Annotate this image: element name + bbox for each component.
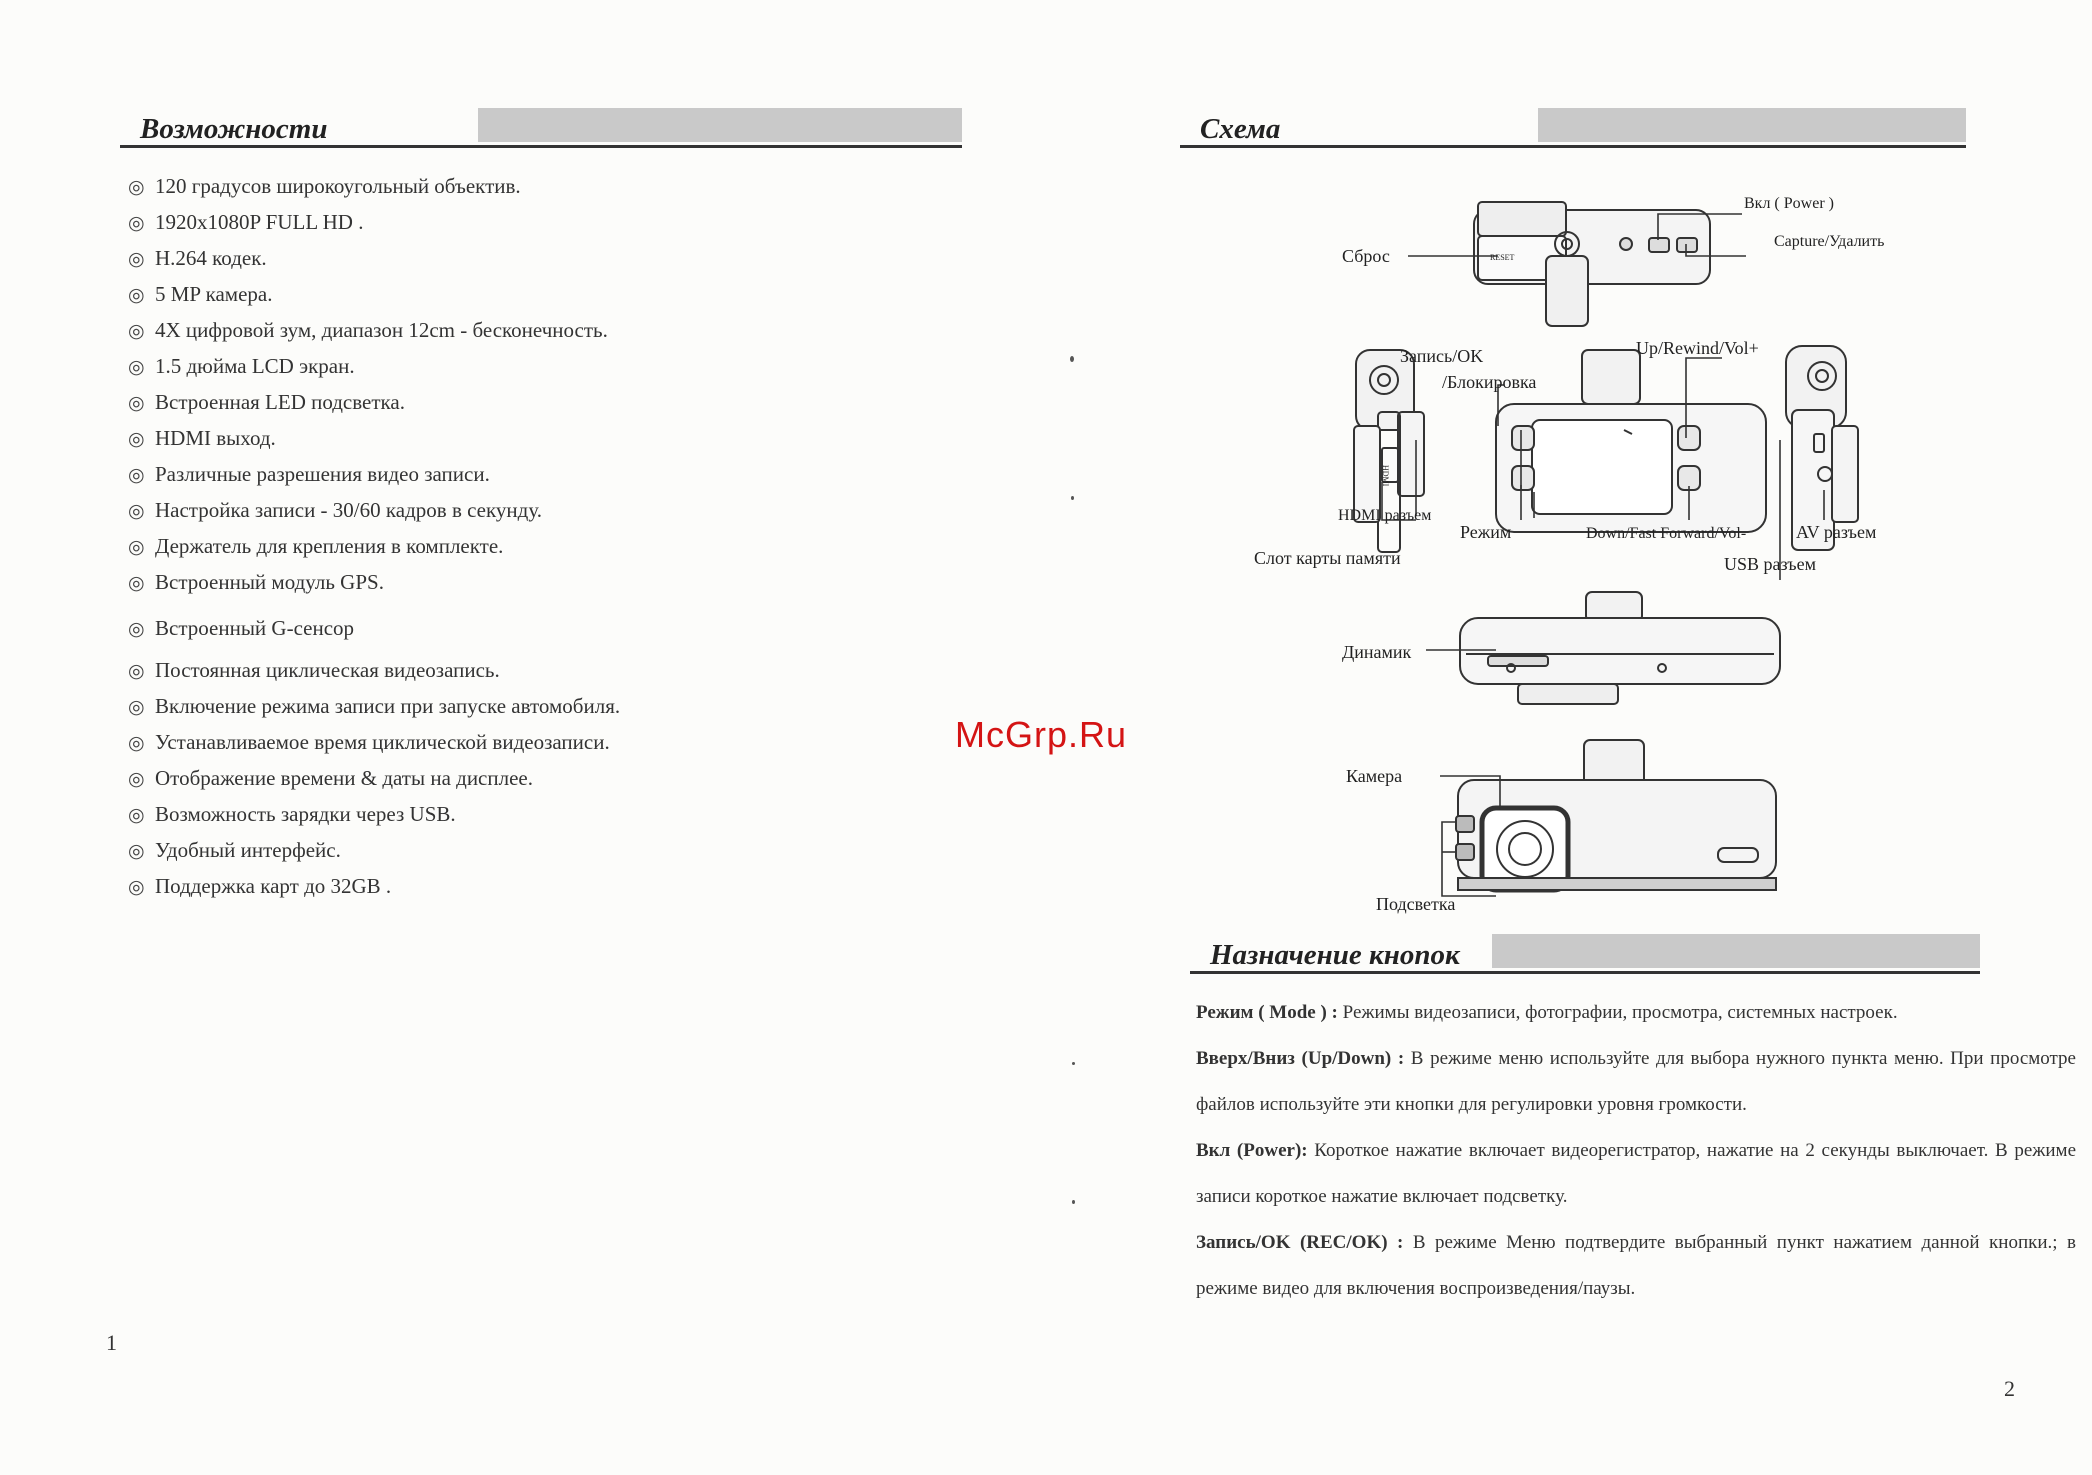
feature-text: Встроенный G-сенсор [155, 616, 355, 640]
back-view [1496, 350, 1766, 532]
feature-item [128, 492, 620, 528]
feature-text: Включение режима записи при запуске автомобиля. [155, 694, 621, 718]
feature-text: Настройка записи - 30/60 кадров в секунду. [155, 498, 542, 522]
feature-text: Постоянная циклическая видеозапись. [155, 658, 500, 682]
feature-item [128, 688, 620, 724]
button-description [1196, 1128, 2076, 1220]
feature-item [128, 312, 620, 348]
feature-text: Устанавливаемое время циклической видеозаписи. [155, 730, 610, 754]
feature-text: H.264 кодек. [155, 246, 267, 270]
button-description [1196, 990, 2076, 1036]
page-number-right: 2 [2004, 1376, 2015, 1401]
print-speck [1071, 496, 1074, 500]
watermark: McGrp.Ru [955, 714, 1128, 755]
print-speck [1072, 1062, 1075, 1065]
bullet-icon: ◎ [128, 393, 145, 414]
bullet-icon: ◎ [128, 285, 145, 306]
feature-item [128, 724, 620, 760]
feature-text: Встроенный модуль GPS. [155, 570, 384, 594]
bullet-icon: ◎ [128, 697, 145, 718]
button-term: Вверх/Вниз (Up/Down) : [1196, 1048, 1405, 1069]
button-term: Запись/OK (REC/OK) : [1196, 1232, 1404, 1253]
label-usb: USB разъем [1724, 554, 1816, 574]
scheme-heading [1180, 108, 1966, 148]
feature-item [128, 868, 620, 904]
feature-text: 1920x1080P FULL HD . [155, 210, 364, 234]
features-heading [120, 108, 962, 148]
label-card-slot: Слот карты памяти [1254, 548, 1401, 568]
feature-text: 5 MP камера. [155, 282, 273, 306]
right-page [1046, 0, 2092, 1475]
hdmi-tag: HDMI [1381, 465, 1390, 487]
top-view [1474, 202, 1710, 326]
print-speck [1072, 1200, 1075, 1204]
right-side-view [1786, 346, 1858, 550]
feature-text: Отображение времени & даты на дисплее. [155, 766, 533, 790]
feature-text: Удобный интерфейс. [155, 838, 341, 862]
feature-item [128, 204, 620, 240]
bullet-icon: ◎ [128, 537, 145, 558]
buttons-title: Назначение кнопок [1210, 939, 1460, 971]
heading-bar [1492, 934, 1980, 968]
label-av: AV разъем [1796, 522, 1877, 542]
bullet-icon: ◎ [128, 573, 145, 594]
feature-item [128, 564, 620, 600]
feature-item [128, 168, 620, 204]
feature-text: Различные разрешения видео записи. [155, 462, 490, 486]
feature-item [128, 420, 620, 456]
feature-text: Поддержка карт до 32GB . [155, 874, 392, 898]
bottom-view [1460, 592, 1780, 704]
feature-item [128, 348, 620, 384]
feature-text: HDMI выход. [155, 426, 276, 450]
feature-text: Встроенная LED подсветка. [155, 390, 406, 414]
button-description [1196, 1220, 2076, 1312]
bullet-icon: ◎ [128, 177, 145, 198]
bullet-icon: ◎ [128, 619, 145, 640]
bullet-icon: ◎ [128, 877, 145, 898]
heading-bar [1538, 108, 1966, 142]
bullet-icon: ◎ [128, 357, 145, 378]
reset-tag: RESET [1490, 253, 1515, 262]
bullet-icon: ◎ [128, 501, 145, 522]
bullet-icon: ◎ [128, 321, 145, 342]
feature-item [128, 384, 620, 420]
feature-text: 120 градусов широкоугольный объектив. [155, 174, 521, 198]
feature-item [128, 528, 620, 564]
feature-item [128, 276, 620, 312]
heading-bar [478, 108, 962, 142]
button-term: Режим ( Mode ) : [1196, 1002, 1338, 1023]
front-view [1456, 740, 1776, 890]
feature-item [128, 652, 620, 688]
feature-text: 1.5 дюйма LCD экран. [155, 354, 355, 378]
bullet-icon: ◎ [128, 661, 145, 682]
label-up: Up/Rewind/Vol+ [1636, 338, 1759, 358]
button-text: Режимы видеозаписи, фотографии, просмотра, системных настроек. [1337, 1002, 1898, 1023]
feature-item [128, 796, 620, 832]
print-speck [1070, 356, 1074, 362]
label-capture: Capture/Удалить [1774, 233, 1885, 250]
bullet-icon: ◎ [128, 429, 145, 450]
feature-item [128, 456, 620, 492]
label-hdmi: HDMI разъем [1338, 507, 1432, 524]
button-term: Вкл (Power): [1196, 1140, 1308, 1161]
label-camera: Камера [1346, 766, 1403, 786]
label-mode: Режим [1460, 522, 1512, 542]
bullet-icon: ◎ [128, 769, 145, 790]
bullet-icon: ◎ [128, 249, 145, 270]
device-diagram [1046, 180, 2092, 930]
label-lock: /Блокировка [1442, 372, 1537, 392]
label-down: Down/Fast Forward/Vol- [1586, 525, 1747, 542]
scheme-title: Схема [1200, 113, 1281, 145]
label-led: Подсветка [1376, 894, 1456, 914]
bullet-icon: ◎ [128, 805, 145, 826]
button-text: Короткое нажатие включает видеорегистратор, нажатие на 2 секунды выключает. В режиме записи короткое нажатие включает подсветку. [1196, 1140, 2076, 1207]
button-description [1196, 1036, 2076, 1128]
feature-item [128, 760, 620, 796]
feature-item [128, 240, 620, 276]
button-text: В режиме Меню подтвердите выбранный пункт нажатием данной кнопки.; в режиме видео для включения воспроизведения/паузы. [1196, 1232, 2076, 1299]
features-title: Возможности [140, 113, 328, 145]
features-list [128, 168, 620, 904]
feature-text: Возможность зарядки через USB. [155, 802, 456, 826]
feature-text: Держатель для крепления в комплекте. [155, 534, 504, 558]
label-rec-ok: Запись/OK [1400, 346, 1484, 366]
feature-item [128, 610, 620, 646]
bullet-icon: ◎ [128, 733, 145, 754]
heading-rule [1180, 145, 1966, 148]
feature-item [128, 832, 620, 868]
buttons-heading [1190, 934, 1980, 974]
bullet-icon: ◎ [128, 213, 145, 234]
button-text: В режиме меню используйте для выбора нужного пункта меню. При просмотре файлов используйте эти кнопки для регулировки уровня громкости. [1196, 1048, 2076, 1115]
bullet-icon: ◎ [128, 841, 145, 862]
buttons-description [1196, 990, 2076, 1312]
feature-text: 4X цифровой зум, диапазон 12cm - бесконечность. [155, 318, 608, 342]
label-reset: Сброс [1342, 246, 1390, 266]
label-speaker: Динамик [1342, 642, 1412, 662]
bullet-icon: ◎ [128, 465, 145, 486]
label-power: Вкл ( Power ) [1744, 195, 1834, 212]
page-number-left: 1 [106, 1330, 117, 1355]
